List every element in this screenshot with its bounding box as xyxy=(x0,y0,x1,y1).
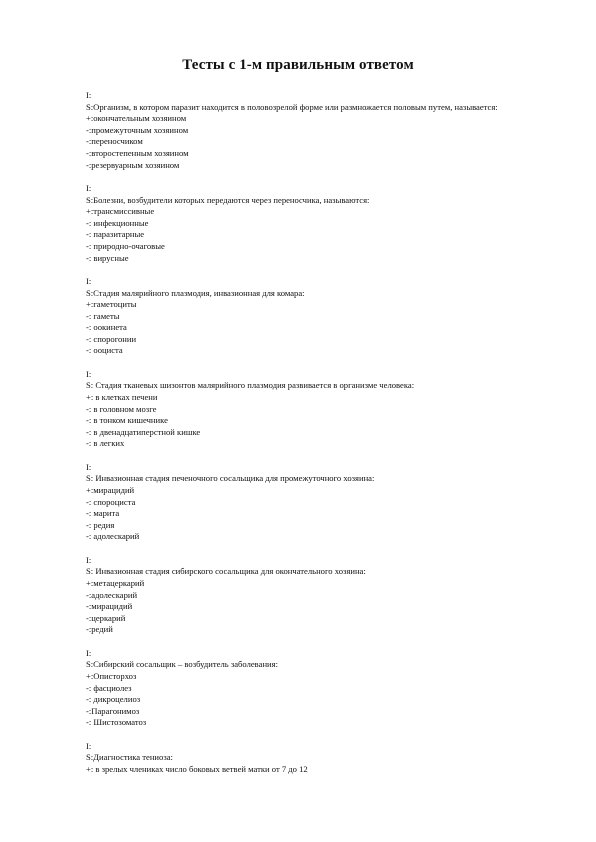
answer-option: -:переносчиком xyxy=(86,136,143,147)
question-text: S: Стадия тканевых шизонтов малярийного плазмодия развивается в организме человека: xyxy=(86,380,415,391)
question-text: S:Диагностика тениоза: xyxy=(86,752,173,763)
question-text: S: Инвазионная стадия печеночного сосальщика для промежуточного хозяина: xyxy=(86,473,375,484)
answer-option: -: в легких xyxy=(86,438,125,449)
question-text: S: Инвазионная стадия сибирского сосальщика для окончательного хозяина: xyxy=(86,566,366,577)
answer-option: -: оокинета xyxy=(86,322,127,333)
answer-option: +:метацеркарий xyxy=(86,577,145,588)
question-marker: I: xyxy=(86,554,92,565)
answer-option: -: вирусные xyxy=(86,252,129,263)
answer-option: -: в головном мозге xyxy=(86,403,157,414)
question-text: S:Сибирский сосальщик – возбудитель заболевания: xyxy=(86,659,278,670)
answer-option: -:редий xyxy=(86,624,113,635)
answer-option: -: фасциолез xyxy=(86,682,132,693)
question-block xyxy=(86,90,546,171)
test-list xyxy=(86,90,546,787)
question-marker: I: xyxy=(86,740,92,751)
question-marker: I: xyxy=(86,275,92,286)
answer-option: -: дикроцелиоз xyxy=(86,694,141,705)
question-marker: I: xyxy=(86,90,92,100)
answer-option: -:церкарий xyxy=(86,612,126,623)
answer-option: +: в зрелых члениках число боковых ветвей матки от 7 до 12 xyxy=(86,763,308,774)
question-block xyxy=(86,369,546,450)
answer-option: -: ооциста xyxy=(86,345,123,356)
answer-option: -: Шистозоматоз xyxy=(86,717,147,728)
question-block xyxy=(86,555,546,636)
question-block xyxy=(86,741,546,776)
answer-option: -: гаметы xyxy=(86,310,120,321)
answer-option: +: в клетках печени xyxy=(86,392,158,403)
answer-option: +:окончательным хозяином xyxy=(86,113,187,124)
question-marker: I: xyxy=(86,182,92,193)
answer-option: -:промежуточным хозяином xyxy=(86,124,189,135)
answer-option: -: природно-очаговые xyxy=(86,240,165,251)
answer-option: +:Описторхоз xyxy=(86,670,137,681)
question-block xyxy=(86,183,546,264)
answer-option: -: в двенадцатиперстной кишке xyxy=(86,426,201,437)
answer-option: -: инфекционные xyxy=(86,217,149,228)
answer-option: -:Парагонимоз xyxy=(86,705,140,716)
question-block xyxy=(86,276,546,357)
question-text: S:Организм, в котором паразит находится в половозрелой форме или размножается половым путем, называется: xyxy=(86,101,498,112)
answer-option: -:резервуарным хозяином xyxy=(86,159,180,170)
question-text: S:Стадия малярийного плазмодия, инвазионная для комара: xyxy=(86,287,305,298)
question-marker: I: xyxy=(86,461,92,472)
question-text: S:Болезни, возбудители которых передаются через переносчика, называются: xyxy=(86,194,370,205)
page-title: Тесты с 1-м правильным ответом xyxy=(182,57,414,73)
answer-option: -: марита xyxy=(86,508,120,519)
question-block xyxy=(86,648,546,729)
answer-option: -: паразитарные xyxy=(86,229,145,240)
answer-option: -: спороциста xyxy=(86,496,136,507)
answer-option: -: адолескарий xyxy=(86,531,140,542)
question-marker: I: xyxy=(86,647,92,658)
question-block xyxy=(86,462,546,543)
answer-option: +:гаметоциты xyxy=(86,299,137,310)
answer-option: -: редия xyxy=(86,519,115,530)
question-marker: I: xyxy=(86,368,92,379)
answer-option: +:мирацидий xyxy=(86,485,135,495)
answer-option: -:второстепенным хозяином xyxy=(86,147,189,158)
answer-option: -:мирацидий xyxy=(86,601,133,612)
answer-option: -: в тонком кишечнике xyxy=(86,415,168,426)
answer-option: -:адолескарий xyxy=(86,589,138,600)
answer-option: -: спорогонии xyxy=(86,333,137,344)
answer-option: +:трансмиссивные xyxy=(86,206,155,217)
